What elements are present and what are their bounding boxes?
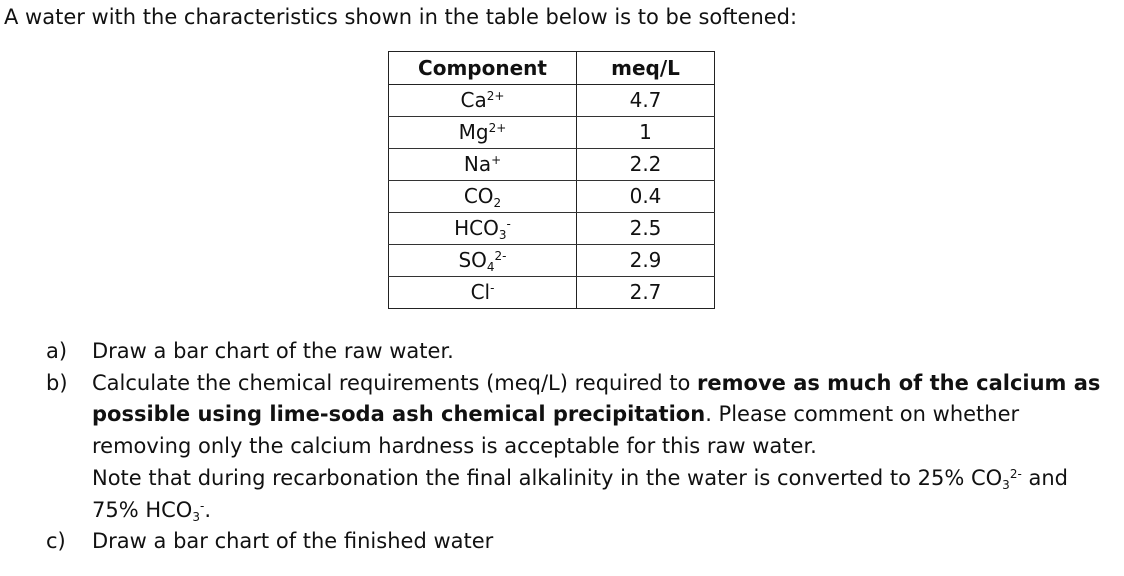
component-cell bbox=[389, 245, 577, 277]
component-symbol: Cl bbox=[470, 280, 491, 304]
component-symbol: HCO bbox=[454, 216, 499, 240]
question-b-text-2: . Please comment on whether removing only the calcium hardness is acceptable for this raw water. bbox=[92, 402, 1020, 459]
component-cell bbox=[389, 181, 577, 213]
component-charge: 2+ bbox=[488, 121, 507, 135]
table-row bbox=[389, 181, 715, 213]
component-symbol: SO bbox=[458, 248, 487, 272]
hco3-superscript: - bbox=[199, 498, 205, 513]
value-cell: 4.7 bbox=[577, 85, 715, 117]
table-row bbox=[389, 149, 715, 181]
question-b bbox=[46, 368, 1106, 527]
component-charge: 2- bbox=[494, 249, 507, 263]
question-a-text: Draw a bar chart of the raw water. bbox=[92, 339, 454, 363]
value-cell: 2.5 bbox=[577, 213, 715, 245]
component-subscript: 3 bbox=[498, 228, 507, 242]
water-characteristics-table-container bbox=[388, 51, 715, 309]
component-charge: - bbox=[490, 281, 495, 295]
component-symbol: CO bbox=[463, 184, 494, 208]
value-cell: 2.9 bbox=[577, 245, 715, 277]
value-cell: 2.2 bbox=[577, 149, 715, 181]
co3-superscript: 2- bbox=[1009, 466, 1022, 481]
questions-list bbox=[46, 336, 1106, 558]
question-a bbox=[46, 336, 1106, 368]
component-symbol: Mg bbox=[458, 120, 489, 144]
table-row bbox=[389, 277, 715, 309]
question-b-note-2: and 75% HCO bbox=[92, 465, 1068, 522]
intro-text: A water with the characteristics shown in the table below is to be softened: bbox=[4, 5, 798, 29]
question-c-letter: c) bbox=[46, 529, 66, 554]
component-charge: + bbox=[491, 153, 502, 167]
component-cell bbox=[389, 85, 577, 117]
table-header-row bbox=[389, 52, 715, 85]
component-symbol: Ca bbox=[460, 88, 487, 112]
header-meq-per-l: meq/L bbox=[577, 52, 715, 85]
component-cell bbox=[389, 117, 577, 149]
header-component: Component bbox=[389, 52, 577, 85]
question-b-bold-text: remove as much of the calcium as possible using lime-soda ash chemical precipitation bbox=[92, 370, 1101, 427]
water-characteristics-table bbox=[388, 51, 715, 309]
question-b-note-1: Note that during recarbonation the final alkalinity in the water is converted to 25% CO bbox=[92, 465, 1003, 490]
question-c-text: Draw a bar chart of the finished water bbox=[92, 529, 494, 554]
table-row bbox=[389, 213, 715, 245]
component-subscript: 2 bbox=[493, 196, 502, 210]
table-row bbox=[389, 117, 715, 149]
table-row bbox=[389, 85, 715, 117]
table-body bbox=[389, 85, 715, 309]
component-cell bbox=[389, 277, 577, 309]
hco3-subscript: 3 bbox=[192, 509, 200, 524]
question-b-letter: b) bbox=[46, 370, 68, 395]
value-cell: 2.7 bbox=[577, 277, 715, 309]
question-b-text-1: Calculate the chemical requirements (meq/L) required to bbox=[92, 370, 698, 395]
component-subscript: 4 bbox=[486, 260, 495, 274]
question-b-body bbox=[92, 368, 1106, 527]
component-cell bbox=[389, 149, 577, 181]
component-symbol: Na bbox=[463, 152, 492, 176]
component-cell bbox=[389, 213, 577, 245]
question-c bbox=[46, 526, 1106, 558]
component-charge: - bbox=[506, 217, 511, 231]
component-charge: 2+ bbox=[486, 89, 505, 103]
table-row bbox=[389, 245, 715, 277]
question-b-note-3: . bbox=[204, 497, 212, 522]
value-cell: 1 bbox=[577, 117, 715, 149]
value-cell: 0.4 bbox=[577, 181, 715, 213]
co3-subscript: 3 bbox=[1002, 477, 1010, 492]
question-a-letter: a) bbox=[46, 339, 68, 363]
